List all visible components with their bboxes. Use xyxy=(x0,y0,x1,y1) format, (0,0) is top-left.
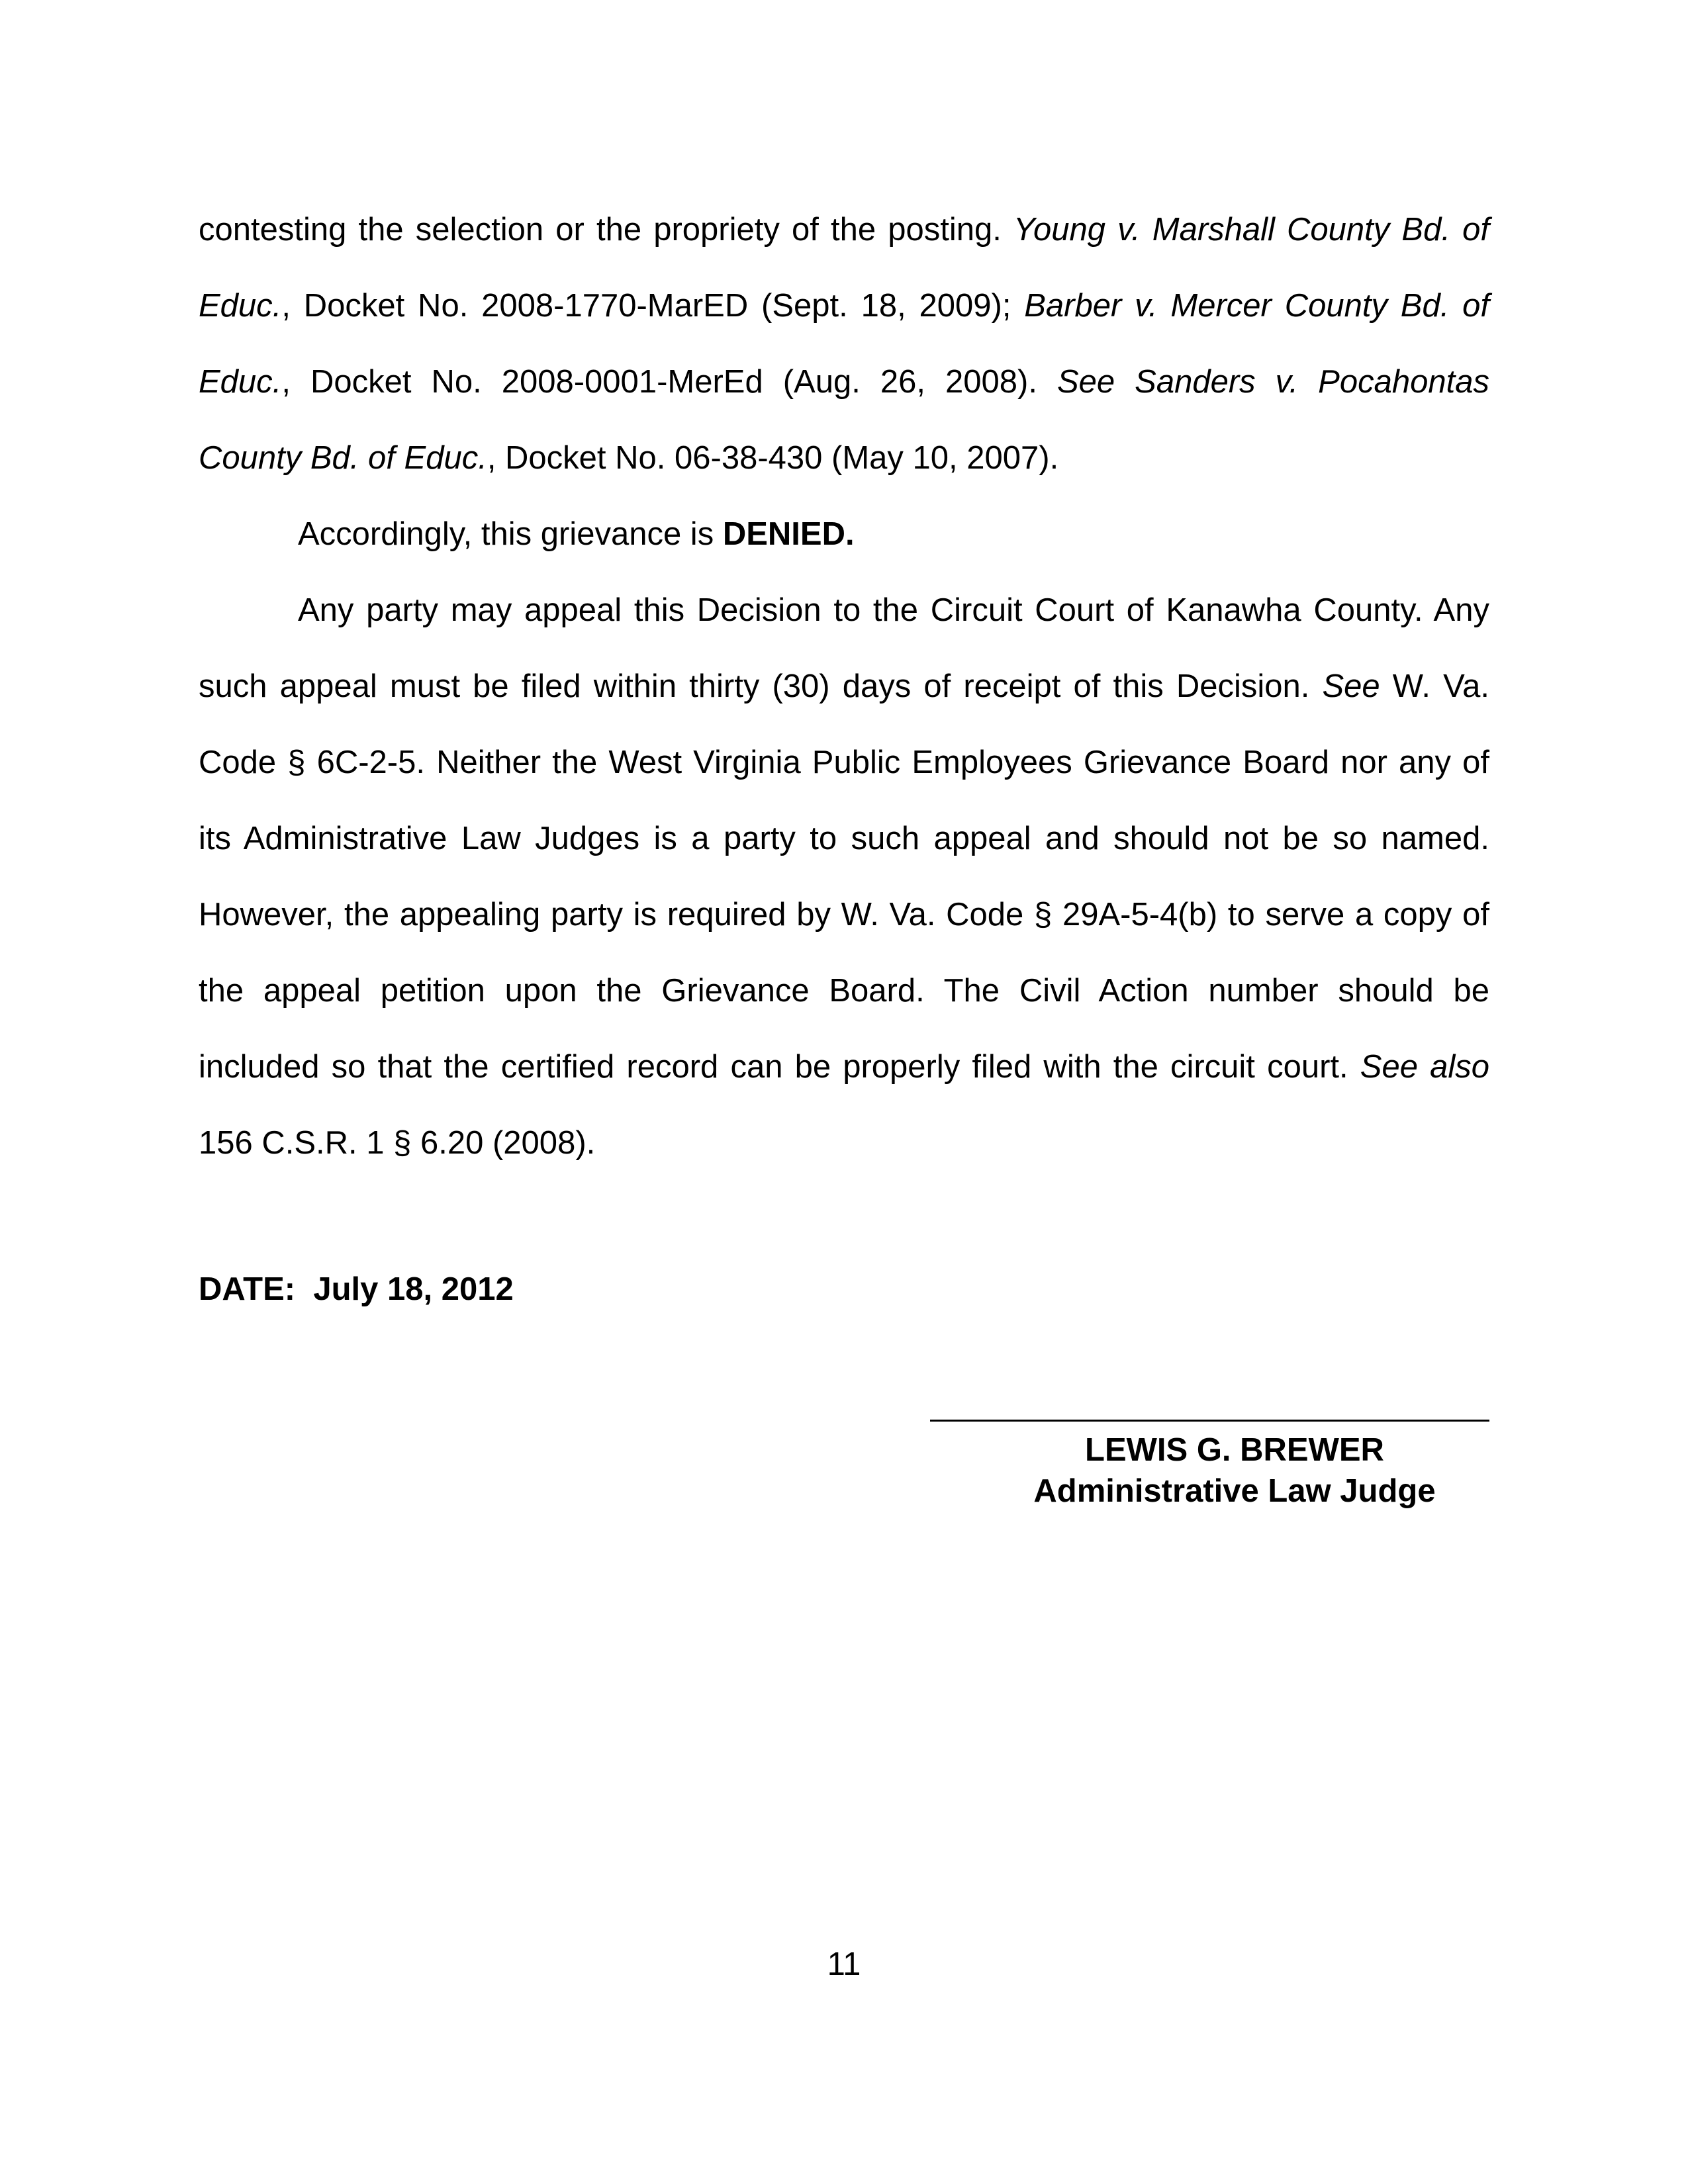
paragraph-1-text-2: , Docket No. 2008-1770-MarED (Sept. 18, 2009); xyxy=(281,288,1025,324)
judge-name: LEWIS G. BREWER xyxy=(1085,1432,1384,1468)
paragraph-1-text-4: , Docket No. 06-38-430 (May 10, 2007). xyxy=(487,440,1059,476)
paragraph-ruling xyxy=(199,496,1489,572)
see-also-signal: See also xyxy=(1360,1049,1489,1085)
case-citation-young: Young v. Marshall County Bd. of Educ. xyxy=(199,212,1489,324)
paragraph-1-text-3: , Docket No. 2008-0001-MerEd (Aug. 26, 2008). xyxy=(281,364,1057,400)
appeal-text-3: 156 C.S.R. 1 § 6.20 (2008). xyxy=(199,1125,596,1161)
date-label: DATE: xyxy=(199,1271,296,1307)
date-value: July 18, 2012 xyxy=(313,1271,514,1307)
case-citation-sanders: See Sanders v. Pocahontas County Bd. of Educ. xyxy=(199,364,1489,476)
paragraph-1-text-1: contesting the selection or the propriety of the posting. xyxy=(199,212,1014,248)
ruling-text: Accordingly, this grievance is xyxy=(298,516,723,552)
signature-line xyxy=(930,1420,1489,1422)
ruling-denied: DENIED. xyxy=(722,516,855,552)
decision-date xyxy=(199,1271,514,1308)
appeal-text-1: Any party may appeal this Decision to the Circuit Court of Kanawha County. Any such appeal must be filed within thirty (30) days of receipt of this Decision. xyxy=(199,592,1489,704)
judge-title: Administrative Law Judge xyxy=(1033,1473,1436,1509)
body-text xyxy=(199,192,1489,1181)
page-number: 11 xyxy=(827,1946,861,1982)
see-signal: See xyxy=(1322,668,1380,704)
paragraph-citations xyxy=(199,192,1489,496)
appeal-text-2: W. Va. Code § 6C-2-5. Neither the West Virginia Public Employees Grievance Board nor any of its Administrative Law Judges is a party to such appeal and should not be so named. However, the appealing party is required by W. Va. Code § 29A-5-4(b) to serve a copy of the appeal petition upon the Grievance Board. The Civil Action number should be included so that the certified record can be properly filed with the circuit court. xyxy=(199,668,1489,1085)
case-citation-barber: Barber v. Mercer County Bd. of Educ. xyxy=(199,288,1489,400)
signature-block xyxy=(930,1430,1539,1512)
paragraph-appeal xyxy=(199,572,1489,1181)
